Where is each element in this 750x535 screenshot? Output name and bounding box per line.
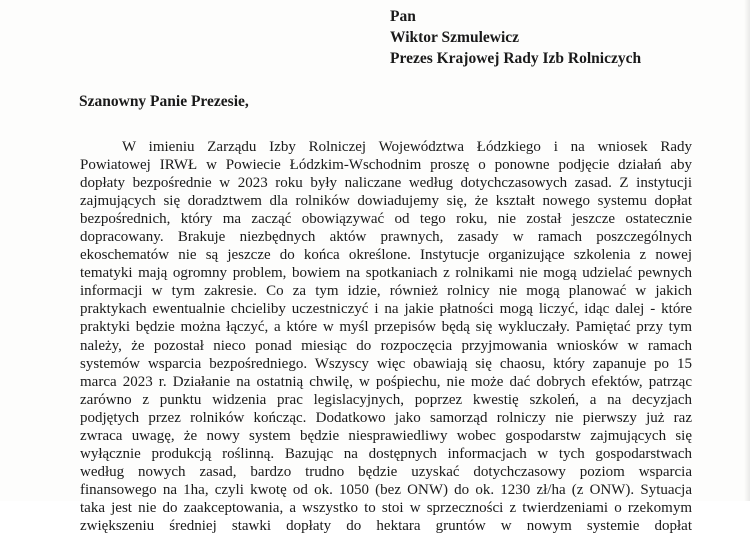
body-line: informacji w tym zakresie. Co za tym idzie, również rolnicy nie mogą planować w jakich xyxy=(80,283,692,300)
recipient-name: Wiktor Szmulewicz xyxy=(390,29,520,46)
body-line: Powiatowej IRWŁ w Powiecie Łódzkim-Wschodnim proszę o ponowne podjęcie działań aby xyxy=(80,157,692,174)
body-line: taka jest nie do zaakceptowania, a wszystko to stoi w sprzeczności z twierdzeniami o rzekomym xyxy=(80,499,692,516)
body-line: wyłącznie produkcją roślinną. Bazując na dostępnych informacjach w tych gospodarstwach xyxy=(80,445,692,462)
body-line: praktyki będzie można łączyć, a które w myśl przepisów będą się wykluczały. Pamiętać przy tym xyxy=(80,319,692,336)
letter-body xyxy=(80,138,692,535)
page-edge-shadow xyxy=(744,0,750,501)
recipient-block xyxy=(390,6,641,69)
body-line: zwiększeniu średniej stawki dopłaty do hektara gruntów w nowym systemie dopłat xyxy=(80,517,692,534)
body-line: marca 2023 r. Działanie na ostatnią chwilę, w pośpiechu, nie może dać dobrych efektów, patrząc xyxy=(80,373,692,390)
body-line: dopłaty bezpośrednie w 2023 roku były naliczane według dotychczasowych zasad. Z instytucji xyxy=(80,175,692,192)
body-line: zarówno z punktu widzenia prac legislacyjnych, poprzez kwestię szkoleń, a na decyzjach xyxy=(80,391,692,408)
body-line: dopracowany. Brakuje niezbędnych aktów prawnych, zasady w ramach poszczególnych xyxy=(80,229,692,246)
recipient-title: Prezes Krajowej Rady Izb Rolniczych xyxy=(390,50,642,67)
body-line: należy, że pozostał nieco ponad miesiąc do rozpoczęcia przyjmowania wniosków w ramach xyxy=(80,337,692,354)
body-line: finansowego na 1ha, czyli kwotę od ok. 1050 (bez ONW) do ok. 1230 zł/ha (z ONW). Sytuacja xyxy=(80,481,692,498)
body-line: według nowych zasad, bardzo trudno będzie uzyskać dotychczasowy poziom wsparcia xyxy=(80,463,692,480)
body-line: zwraca uwagę, że nowy system będzie niesprawiedliwy wobec gospodarstw zajmujących się xyxy=(80,427,692,444)
body-line: systemów wsparcia bezpośredniego. Wszyscy więc obawiają się chaosu, który zapanuje po 15 xyxy=(80,355,692,372)
body-line: W imieniu Zarządu Izby Rolniczej Województwa Łódzkiego i na wniosek Rady xyxy=(122,139,692,155)
body-line: zajmujących się doradztwem dla rolników dowiadujemy się, że kształt nowego systemu dopłat xyxy=(80,193,692,210)
body-line: praktykach ewentualnie chcieliby uczestniczyć i na jakie płatności mogą liczyć, idąc dalej - które xyxy=(80,301,692,318)
body-line: ekoschematów nie są jeszcze do końca określone. Instytucje organizujące szkolenia z nowej xyxy=(80,247,692,264)
body-line: podjętych przez rolników kończąc. Dodatkowo jako samorząd rolniczy nie pierwszy już raz xyxy=(80,409,692,426)
recipient-salutation: Pan xyxy=(390,8,416,25)
body-line: bezpośrednich, który ma zacząć obowiązywać od tego roku, nie został jeszcze ostatecznie xyxy=(80,211,692,228)
letter-greeting: Szanowny Panie Prezesie, xyxy=(79,93,249,110)
body-line: tematyki mają ogromny problem, bowiem na spotkaniach z rolnikami nie mogą udzielać pewnych xyxy=(80,265,692,282)
